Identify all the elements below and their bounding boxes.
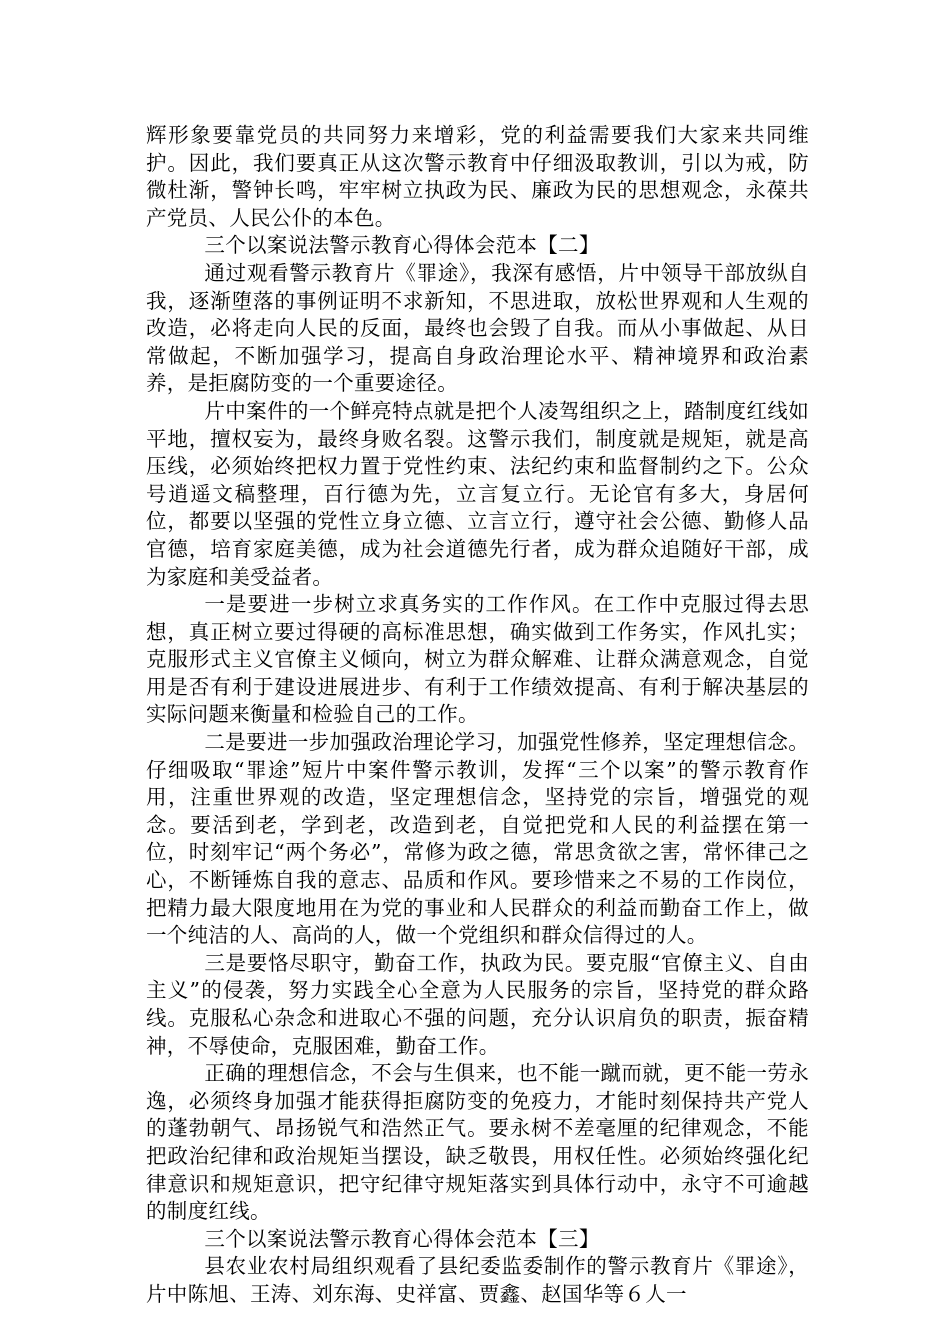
- paragraph-3: 片中案件的一个鲜亮特点就是把个人凌驾组织之上，踏制度红线如平地，擅权妄为，最终身败名裂。这警示我们，制度就是规矩，就是高压线，必须始终把权力置于党性约束、法纪约束和监督制约之下。公众号逍遥文稿整理，百行德为先，立言复立行。无论官有多大，身居何位，都要以坚强的党性立身立德、立言立行，遵守社会公德、勤修人品官德，培育家庭美德，成为社会道德先行者，成为群众追随好干部，成为家庭和美受益者。: [146, 398, 809, 589]
- section-heading-3: 三个以案说法警示教育心得体会范本【三】: [204, 1226, 600, 1251]
- paragraph-8: 县农业农村局组织观看了县纪委监委制作的警示教育片《罪途》，片中陈旭、王涛、刘东海、史祥富、贾鑫、赵国华等６人一: [146, 1254, 809, 1306]
- paragraph-1: 辉形象要靠党员的共同努力来增彩，党的利益需要我们大家来共同维护。因此，我们要真正从这次警示教育中仔细汲取教训，引以为戒，防微杜渐，警钟长鸣，牢牢树立执政为民、廉政为民的思想观念，永葆共产党员、人民公仆的本色。: [146, 123, 809, 230]
- paragraph-5: 二是要进一步加强政治理论学习，加强党性修养，坚定理想信念。仔细吸取“罪途”短片中案件警示教训，发挥“三个以案”的警示教育作用，注重世界观的改造，坚定理想信念，坚持党的宗旨，增强党的观念。要活到老，学到老，改造到老，自觉把党和人民的利益摆在第一位，时刻牢记“两个务必”，常修为政之德，常思贪欲之害，常怀律己之心，不断锤炼自我的意志、品质和作风。要珍惜来之不易的工作岗位，把精力最大限度地用在为党的事业和人民群众的利益而勤奋工作上，做一个纯洁的人、高尚的人，做一个党组织和群众信得过的人。: [146, 730, 809, 948]
- paragraph-7: 正确的理想信念，不会与生俱来，也不能一蹴而就，更不能一劳永逸，必须终身加强才能获得拒腐防变的免疫力，才能时刻保持共产党人的蓬勃朝气、昂扬锐气和浩然正气。要永树不差毫厘的纪律观念，不能把政治纪律和政治规矩当摆设，缺乏敬畏，用权任性。必须始终强化纪律意识和规矩意识，把守纪律守规矩落实到具体行动中，永守不可逾越的制度红线。: [146, 1061, 809, 1224]
- section-heading-2: 三个以案说法警示教育心得体会范本【二】: [204, 233, 600, 258]
- document-page: [146, 122, 809, 1309]
- paragraph-4: 一是要进一步树立求真务实的工作作风。在工作中克服过得去思想，真正树立要过得硬的高标准思想，确实做到工作务实，作风扎实；克服形式主义官僚主义倾向，树立为群众解难、让群众满意观念，自觉用是否有利于建设进展进步、有利于工作绩效提高、有利于解决基层的实际问题来衡量和检验自己的工作。: [146, 592, 809, 727]
- paragraph-2: 通过观看警示教育片《罪途》，我深有感悟，片中领导干部放纵自我，逐渐堕落的事例证明不求新知，不思进取，放松世界观和人生观的改造，必将走向人民的反面，最终也会毁了自我。而从小事做起、从日常做起，不断加强学习，提高自身政治理论水平、精神境界和政治素养，是拒腐防变的一个重要途径。: [146, 260, 809, 396]
- paragraph-6: 三是要恪尽职守，勤奋工作，执政为民。要克服“官僚主义、自由主义”的侵袭，努力实践全心全意为人民服务的宗旨，坚持党的群众路线。克服私心杂念和进取心不强的问题，充分认识肩负的职责，振奋精神，不辱使命，克服困难，勤奋工作。: [146, 950, 809, 1058]
